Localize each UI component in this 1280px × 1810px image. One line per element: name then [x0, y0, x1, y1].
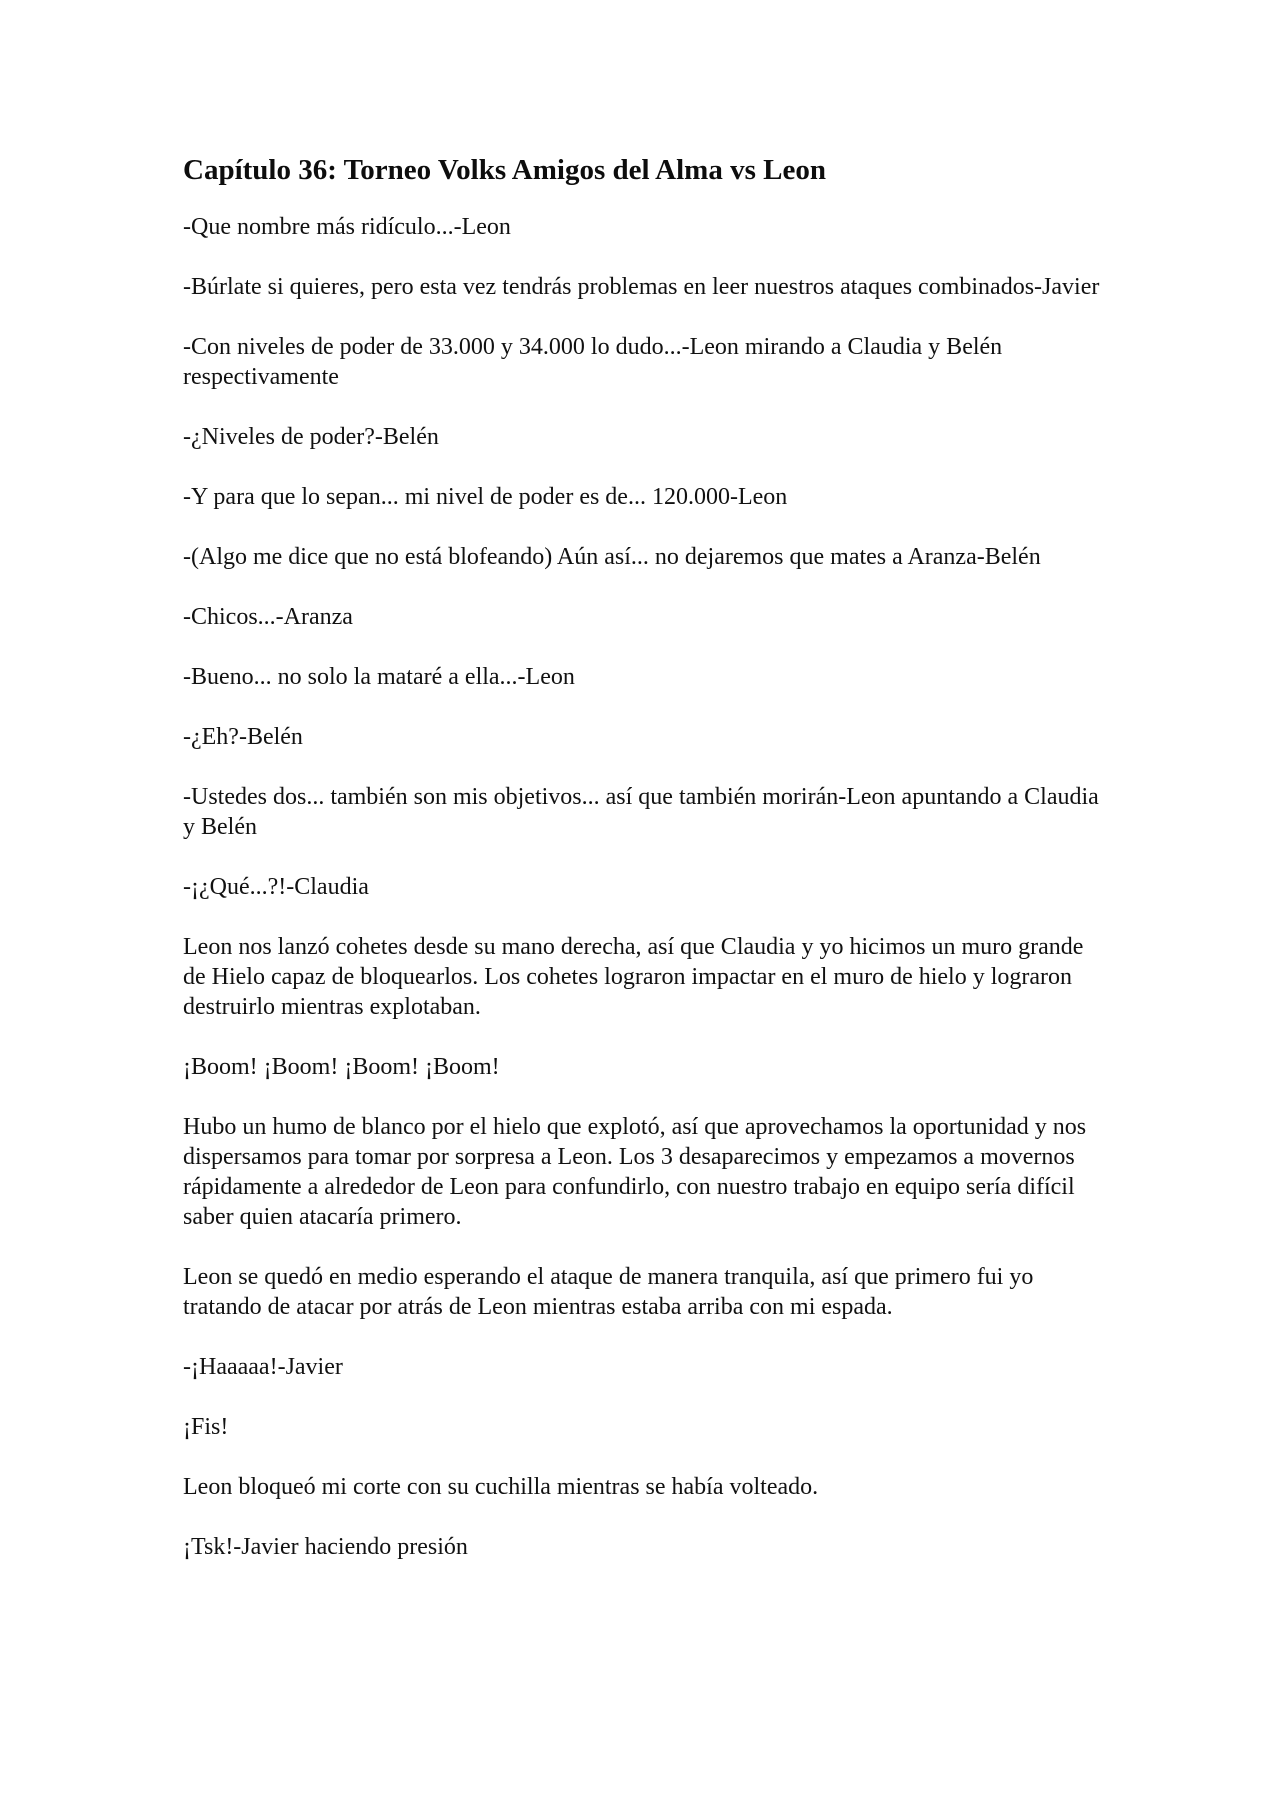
paragraph: -Que nombre más ridículo...-Leon	[183, 214, 511, 240]
paragraph: -¿Niveles de poder?-Belén	[183, 424, 439, 450]
paragraph: Leon bloqueó mi corte con su cuchilla mientras se había volteado.	[183, 1474, 819, 1500]
paragraph: Leon nos lanzó cohetes desde su mano derecha, así que Claudia y yo hicimos un muro grande de Hielo capaz de bloquearlos. Los cohetes lograron impactar en el muro de hielo y lograron destruirlo mientras explotaban.	[183, 934, 1084, 1020]
paragraph: -¡Haaaaa!-Javier	[183, 1354, 343, 1380]
paragraph: -Y para que lo sepan... mi nivel de poder es de... 120.000-Leon	[183, 484, 788, 510]
paragraph: ¡Boom! ¡Boom! ¡Boom! ¡Boom!	[183, 1054, 500, 1080]
paragraph: ¡Fis!	[183, 1414, 229, 1440]
paragraph: -Búrlate si quieres, pero esta vez tendrás problemas en leer nuestros ataques combinados-Javier	[183, 274, 1100, 300]
chapter-title: Capítulo 36: Torneo Volks Amigos del Alma vs Leon	[183, 154, 826, 186]
paragraph: -Con niveles de poder de 33.000 y 34.000 lo dudo...-Leon mirando a Claudia y Belén respectivamente	[183, 334, 1003, 390]
paragraph: -¿Eh?-Belén	[183, 724, 303, 750]
paragraph: -(Algo me dice que no está blofeando) Aún así... no dejaremos que mates a Aranza-Belén	[183, 544, 1041, 570]
paragraph: -¡¿Qué...?!-Claudia	[183, 874, 369, 900]
paragraph: Leon se quedó en medio esperando el ataque de manera tranquila, así que primero fui yo tratando de atacar por atrás de Leon mientras estaba arriba con mi espada.	[183, 1264, 1034, 1320]
paragraph: ¡Tsk!-Javier haciendo presión	[183, 1534, 468, 1560]
paragraph: -Ustedes dos... también son mis objetivos... así que también morirán-Leon apuntando a Claudia y Belén	[183, 784, 1099, 840]
paragraph: Hubo un humo de blanco por el hielo que explotó, así que aprovechamos la oportunidad y nos dispersamos para tomar por sorpresa a Leon. Los 3 desaparecimos y empezamos a movernos rápidamente a alrededor de Leon para confundirlo, con nuestro trabajo en equipo sería difícil saber quien atacaría primero.	[183, 1114, 1087, 1230]
paragraph: -Bueno... no solo la mataré a ella...-Leon	[183, 664, 575, 690]
paragraph: -Chicos...-Aranza	[183, 604, 353, 630]
document-body	[183, 152, 1103, 1592]
